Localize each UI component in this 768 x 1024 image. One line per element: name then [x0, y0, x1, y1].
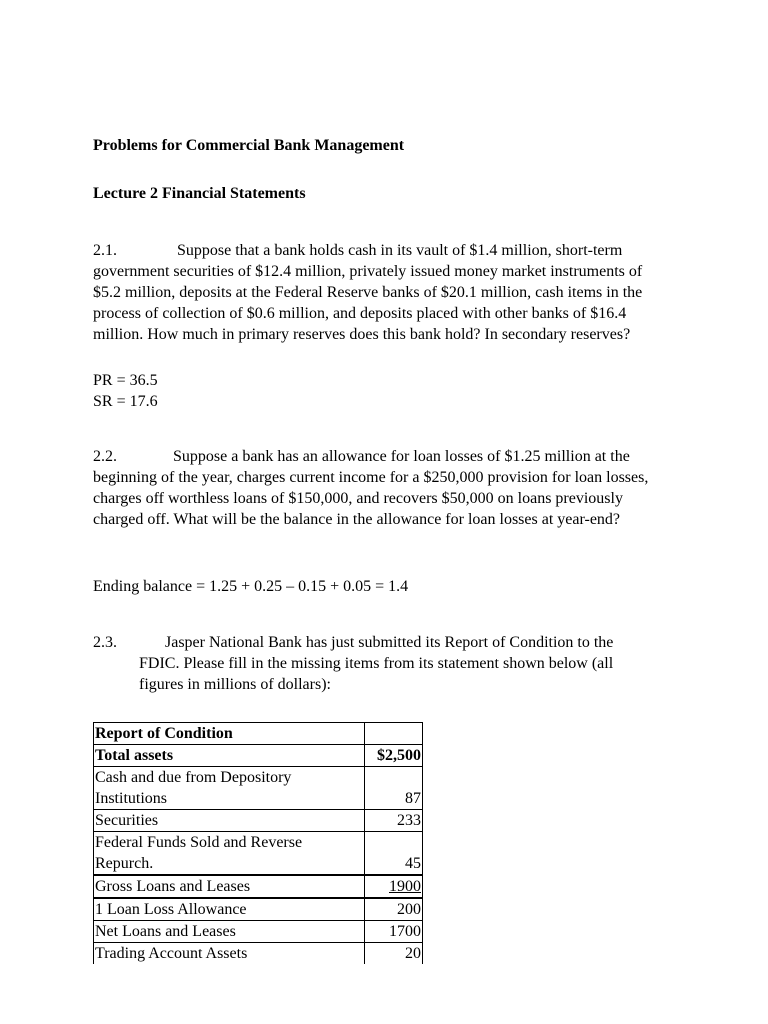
row-label: Securities	[94, 810, 365, 832]
report-of-condition-table	[93, 722, 423, 964]
problem-text-rest: government securities of $12.4 million, privately issued money market instruments of $5.2 million, deposits at the Federal Reserve banks of $20.1 million, cash items in the process of collection of $0.6 million, and deposits placed with other banks of $16.4 million. How much in primary reserves does this bank hold? In secondary reserves?	[93, 263, 643, 343]
row-value: 20	[365, 943, 423, 965]
row-value: 200	[365, 898, 423, 921]
problem-2-3-first-line	[93, 632, 673, 653]
table-row	[94, 898, 423, 921]
row-value: $2,500	[365, 745, 423, 767]
row-label: Total assets	[94, 745, 365, 767]
row-label: Net Loans and Leases	[94, 921, 365, 943]
problem-text-rest: FDIC. Please fill in the missing items from its statement shown below (all figures in millions of dollars):	[139, 655, 614, 693]
table-row	[94, 723, 423, 745]
table-row	[94, 745, 423, 767]
table-row	[94, 875, 423, 898]
answer-pr: PR = 36.5	[93, 372, 158, 389]
problem-2-2-first-line	[93, 446, 673, 467]
problem-text-first: Jasper National Bank has just submitted its Report of Condition to the	[165, 634, 614, 651]
problem-text-first: Suppose a bank has an allowance for loan losses of $1.25 million at the	[173, 448, 630, 465]
table-row	[94, 943, 423, 965]
problem-number: 2.3.	[93, 634, 117, 651]
problem-number: 2.2.	[93, 448, 117, 465]
table-row	[94, 767, 423, 810]
table-header-value	[365, 723, 423, 745]
problem-number: 2.1.	[93, 242, 117, 259]
problem-2-1	[93, 240, 673, 345]
table-row	[94, 921, 423, 943]
table-row	[94, 832, 423, 876]
row-label: Gross Loans and Leases	[94, 875, 365, 898]
problem-2-1-first-line	[93, 240, 673, 261]
row-value: 87	[365, 767, 423, 810]
table-row	[94, 810, 423, 832]
problem-2-3	[93, 632, 673, 695]
problem-text-rest: beginning of the year, charges current income for a $250,000 provision for loan losses, charges off worthless loans of $150,000, and recovers $50,000 on loans previously charged off. What will be the balance in the allowance for loan losses at year-end?	[93, 469, 649, 528]
row-value: 233	[365, 810, 423, 832]
row-label: Cash and due from Depository Institutions	[94, 767, 365, 810]
row-label: 1 Loan Loss Allowance	[94, 898, 365, 921]
row-label: Trading Account Assets	[94, 943, 365, 965]
problem-2-2	[93, 446, 673, 530]
problem-text-first: Suppose that a bank holds cash in its vault of $1.4 million, short-term	[177, 242, 623, 259]
answer-ending-balance: Ending balance = 1.25 + 0.25 – 0.15 + 0.05 = 1.4	[93, 578, 409, 595]
table-header-label: Report of Condition	[94, 723, 365, 745]
row-value: 45	[365, 832, 423, 876]
document-title: Problems for Commercial Bank Management	[93, 137, 405, 154]
row-label: Federal Funds Sold and Reverse Repurch.	[94, 832, 365, 876]
answer-sr: SR = 17.6	[93, 393, 158, 410]
row-value: 1700	[365, 921, 423, 943]
row-value-cell	[365, 875, 423, 898]
row-value: 1900	[389, 878, 421, 895]
lecture-heading: Lecture 2 Financial Statements	[93, 185, 306, 202]
